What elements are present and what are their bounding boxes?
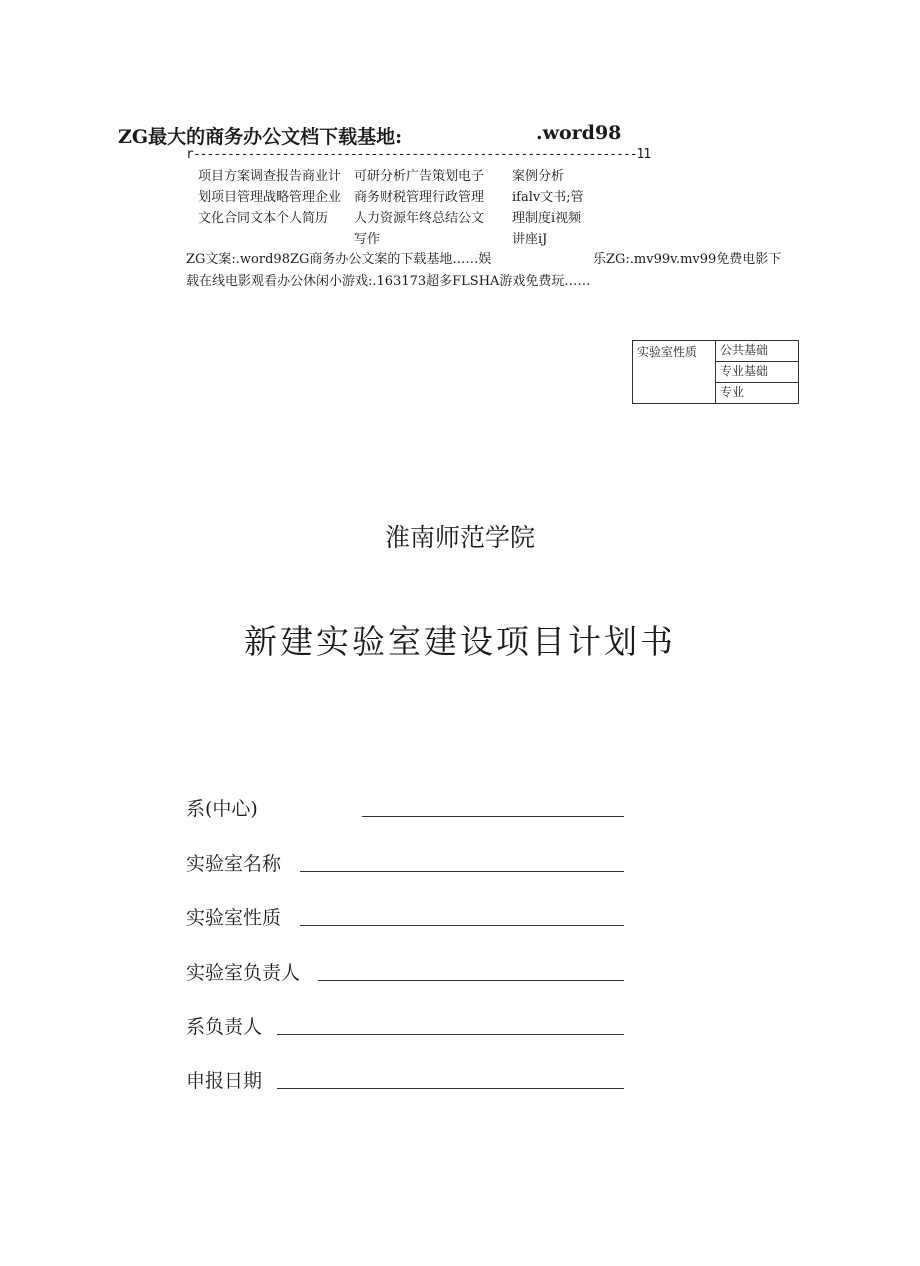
lab-nature-option-professional[interactable]: 专业 <box>716 383 799 404</box>
field-label-application-date: 申报日期 <box>186 1070 263 1092</box>
field-line-lab-director[interactable] <box>318 980 624 981</box>
category-links-col1[interactable]: 项目方案调查报告商业计划项目管理战略管理企业文化合同文本个人简历 <box>198 169 342 226</box>
category-links-col2[interactable]: 可研分析广告策划电子商务财税管理行政管理人力资源年终总结公文写作 <box>354 169 485 247</box>
lab-nature-label: 实验室性质 <box>633 341 716 404</box>
info-line-2: 载在线电影观看办公休闲小游戏:.163173超多FLSHA游戏免费玩…… <box>186 274 591 289</box>
info-line-1: ZG文案:.word98ZG商务办公文案的下载基地……娱 <box>186 252 492 267</box>
banner-divider: r-----------------------------------------------------------------11 <box>186 147 651 162</box>
document-title: 新建实验室建设项目计划书 <box>244 622 676 661</box>
field-label-department: 系(中心) <box>186 798 258 820</box>
field-line-lab-name[interactable] <box>300 871 624 872</box>
lab-nature-option-professional-basic[interactable]: 专业基础 <box>716 362 799 383</box>
lab-nature-table <box>632 340 799 404</box>
field-label-lab-nature: 实验室性质 <box>186 907 282 929</box>
field-line-lab-nature[interactable] <box>300 925 624 926</box>
banner-title: ZG最大的商务办公文档下载基地: <box>118 126 403 148</box>
category-links-col3[interactable]: 案例分析ifalv文书;管理制度i视频讲座iJ <box>512 169 584 247</box>
banner-site-link[interactable]: .word98 <box>536 122 622 144</box>
field-line-application-date[interactable] <box>277 1088 624 1089</box>
lab-nature-option-public[interactable]: 公共基础 <box>716 341 799 362</box>
field-label-lab-name: 实验室名称 <box>186 853 282 875</box>
info-line-1-tail: 乐ZG:.mv99v.mv99免费电影下 <box>593 252 782 267</box>
field-line-department[interactable] <box>362 816 624 817</box>
field-label-department-head: 系负责人 <box>186 1016 263 1038</box>
field-line-department-head[interactable] <box>277 1034 624 1035</box>
college-name: 淮南师范学院 <box>384 523 535 552</box>
field-label-lab-director: 实验室负责人 <box>186 962 301 984</box>
